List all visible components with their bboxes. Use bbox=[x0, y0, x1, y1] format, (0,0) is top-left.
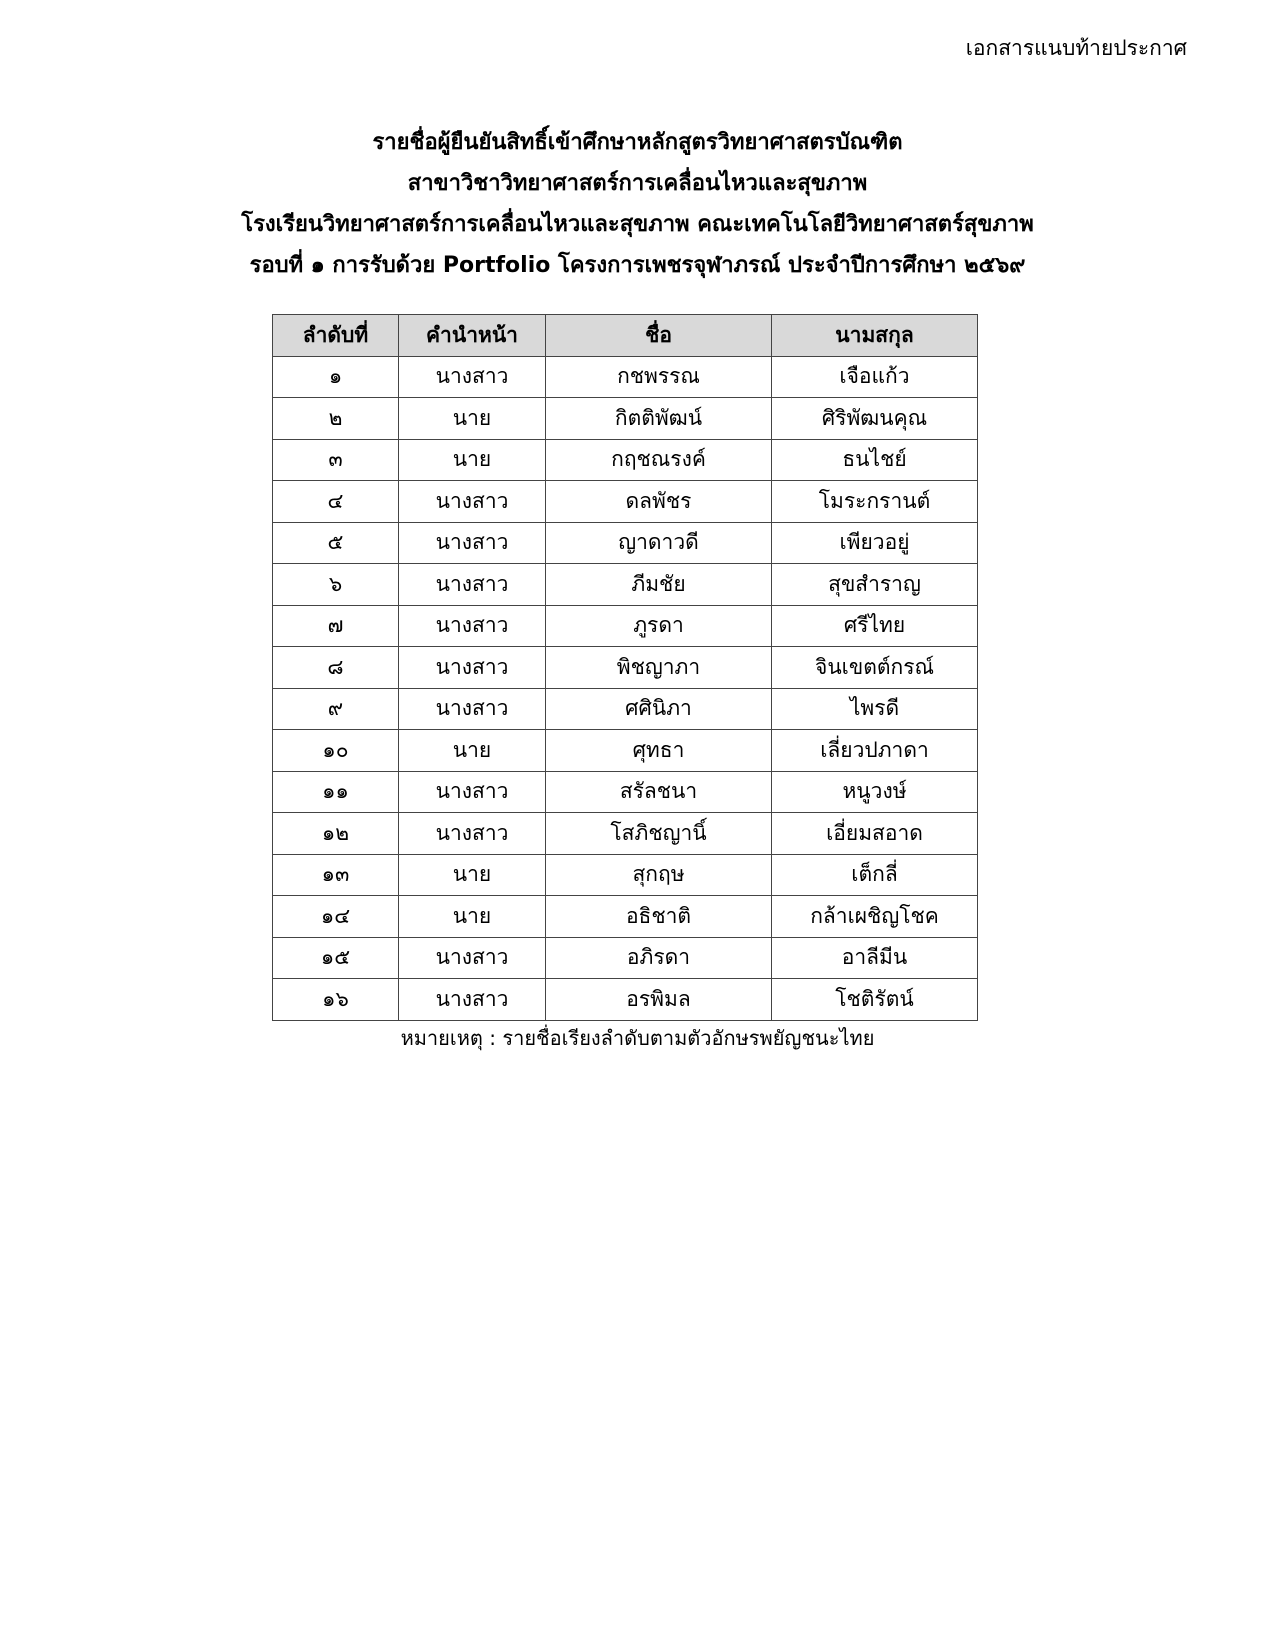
order-cell: ๑๖ bbox=[273, 979, 399, 1021]
prefix-cell: นางสาว bbox=[399, 564, 546, 606]
prefix-cell: นางสาว bbox=[399, 688, 546, 730]
order-cell: ๗ bbox=[273, 605, 399, 647]
prefix-cell: นาย bbox=[399, 439, 546, 481]
first-name-cell: กิตติพัฒน์ bbox=[546, 398, 772, 440]
last-name-cell: หนูวงษ์ bbox=[772, 771, 978, 813]
table-row bbox=[273, 730, 978, 772]
first-name-cell: กชพรรณ bbox=[546, 356, 772, 398]
order-cell: ๕ bbox=[273, 522, 399, 564]
order-cell: ๑๒ bbox=[273, 813, 399, 855]
last-name-cell: จินเขตต์กรณ์ bbox=[772, 647, 978, 689]
order-cell: ๖ bbox=[273, 564, 399, 606]
prefix-cell: นางสาว bbox=[399, 605, 546, 647]
title-line-3: โรงเรียนวิทยาศาสตร์การเคลื่อนไหวและสุขภาพ คณะเทคโนโลยีวิทยาศาสตร์สุขภาพ bbox=[241, 212, 1034, 237]
table-row bbox=[273, 979, 978, 1021]
prefix-cell: นาย bbox=[399, 730, 546, 772]
prefix-cell: นาย bbox=[399, 896, 546, 938]
first-name-cell: อภิรดา bbox=[546, 937, 772, 979]
prefix-cell: นางสาว bbox=[399, 937, 546, 979]
prefix-cell: นาย bbox=[399, 854, 546, 896]
order-cell: ๑๑ bbox=[273, 771, 399, 813]
order-cell: ๑๔ bbox=[273, 896, 399, 938]
first-name-cell: ศุทธา bbox=[546, 730, 772, 772]
title-line-4: รอบที่ ๑ การรับด้วย Portfolio โครงการเพชรจุฬาภรณ์ ประจำปีการศึกษา ๒๕๖๙ bbox=[249, 253, 1026, 278]
order-cell: ๓ bbox=[273, 439, 399, 481]
last-name-cell: เอี่ยมสอาด bbox=[772, 813, 978, 855]
column-header-first-name: ชื่อ bbox=[546, 315, 772, 357]
table-row bbox=[273, 564, 978, 606]
document-title bbox=[0, 122, 1275, 286]
order-cell: ๘ bbox=[273, 647, 399, 689]
prefix-cell: นางสาว bbox=[399, 522, 546, 564]
column-header-order: ลำดับที่ bbox=[273, 315, 399, 357]
table-row bbox=[273, 688, 978, 730]
prefix-cell: นางสาว bbox=[399, 356, 546, 398]
first-name-cell: อธิชาติ bbox=[546, 896, 772, 938]
title-line-1: รายชื่อผู้ยืนยันสิทธิ์เข้าศึกษาหลักสูตรวิทยาศาสตรบัณฑิต bbox=[372, 130, 903, 155]
last-name-cell: โชติรัตน์ bbox=[772, 979, 978, 1021]
remark-note: หมายเหตุ : รายชื่อเรียงลำดับตามตัวอักษรพยัญชนะไทย bbox=[400, 1026, 875, 1050]
prefix-cell: นางสาว bbox=[399, 481, 546, 523]
table-header-row bbox=[273, 315, 978, 357]
title-line-2: สาขาวิชาวิทยาศาสตร์การเคลื่อนไหวและสุขภาพ bbox=[407, 171, 868, 196]
table-row bbox=[273, 771, 978, 813]
first-name-cell: อรพิมล bbox=[546, 979, 772, 1021]
table-row bbox=[273, 356, 978, 398]
prefix-cell: นางสาว bbox=[399, 647, 546, 689]
last-name-cell: กล้าเผชิญโชค bbox=[772, 896, 978, 938]
order-cell: ๑๐ bbox=[273, 730, 399, 772]
order-cell: ๑๓ bbox=[273, 854, 399, 896]
attachment-note: เอกสารแนบท้ายประกาศ bbox=[965, 36, 1187, 60]
first-name-cell: โสภิชญานิ์ bbox=[546, 813, 772, 855]
last-name-cell: ไพรดี bbox=[772, 688, 978, 730]
table-body bbox=[273, 356, 978, 1020]
last-name-cell: โมระกรานต์ bbox=[772, 481, 978, 523]
table-row bbox=[273, 605, 978, 647]
table-row bbox=[273, 481, 978, 523]
prefix-cell: นาย bbox=[399, 398, 546, 440]
table-row bbox=[273, 647, 978, 689]
first-name-cell: สุกฤษ bbox=[546, 854, 772, 896]
first-name-cell: กฤชณรงค์ bbox=[546, 439, 772, 481]
first-name-cell: ศศินิภา bbox=[546, 688, 772, 730]
order-cell: ๑๕ bbox=[273, 937, 399, 979]
table-row bbox=[273, 854, 978, 896]
prefix-cell: นางสาว bbox=[399, 771, 546, 813]
first-name-cell: ญาดาวดี bbox=[546, 522, 772, 564]
column-header-last-name: นามสกุล bbox=[772, 315, 978, 357]
name-list-table bbox=[272, 314, 978, 1021]
first-name-cell: ภูรดา bbox=[546, 605, 772, 647]
last-name-cell: เลี่ยวปภาดา bbox=[772, 730, 978, 772]
order-cell: ๒ bbox=[273, 398, 399, 440]
last-name-cell: อาลีมีน bbox=[772, 937, 978, 979]
order-cell: ๔ bbox=[273, 481, 399, 523]
column-header-prefix: คำนำหน้า bbox=[399, 315, 546, 357]
order-cell: ๑ bbox=[273, 356, 399, 398]
prefix-cell: นางสาว bbox=[399, 979, 546, 1021]
last-name-cell: ศิริพัฒนคุณ bbox=[772, 398, 978, 440]
order-cell: ๙ bbox=[273, 688, 399, 730]
table-row bbox=[273, 896, 978, 938]
table-row bbox=[273, 398, 978, 440]
last-name-cell: เต็กลี่ bbox=[772, 854, 978, 896]
prefix-cell: นางสาว bbox=[399, 813, 546, 855]
table-row bbox=[273, 439, 978, 481]
last-name-cell: ธนไชย์ bbox=[772, 439, 978, 481]
last-name-cell: ศรีไทย bbox=[772, 605, 978, 647]
last-name-cell: เจือแก้ว bbox=[772, 356, 978, 398]
last-name-cell: เพียวอยู่ bbox=[772, 522, 978, 564]
first-name-cell: สรัลชนา bbox=[546, 771, 772, 813]
table-row bbox=[273, 813, 978, 855]
first-name-cell: พิชญาภา bbox=[546, 647, 772, 689]
table-row bbox=[273, 937, 978, 979]
last-name-cell: สุขสำราญ bbox=[772, 564, 978, 606]
table-row bbox=[273, 522, 978, 564]
first-name-cell: ดลพัชร bbox=[546, 481, 772, 523]
first-name-cell: ภีมชัย bbox=[546, 564, 772, 606]
